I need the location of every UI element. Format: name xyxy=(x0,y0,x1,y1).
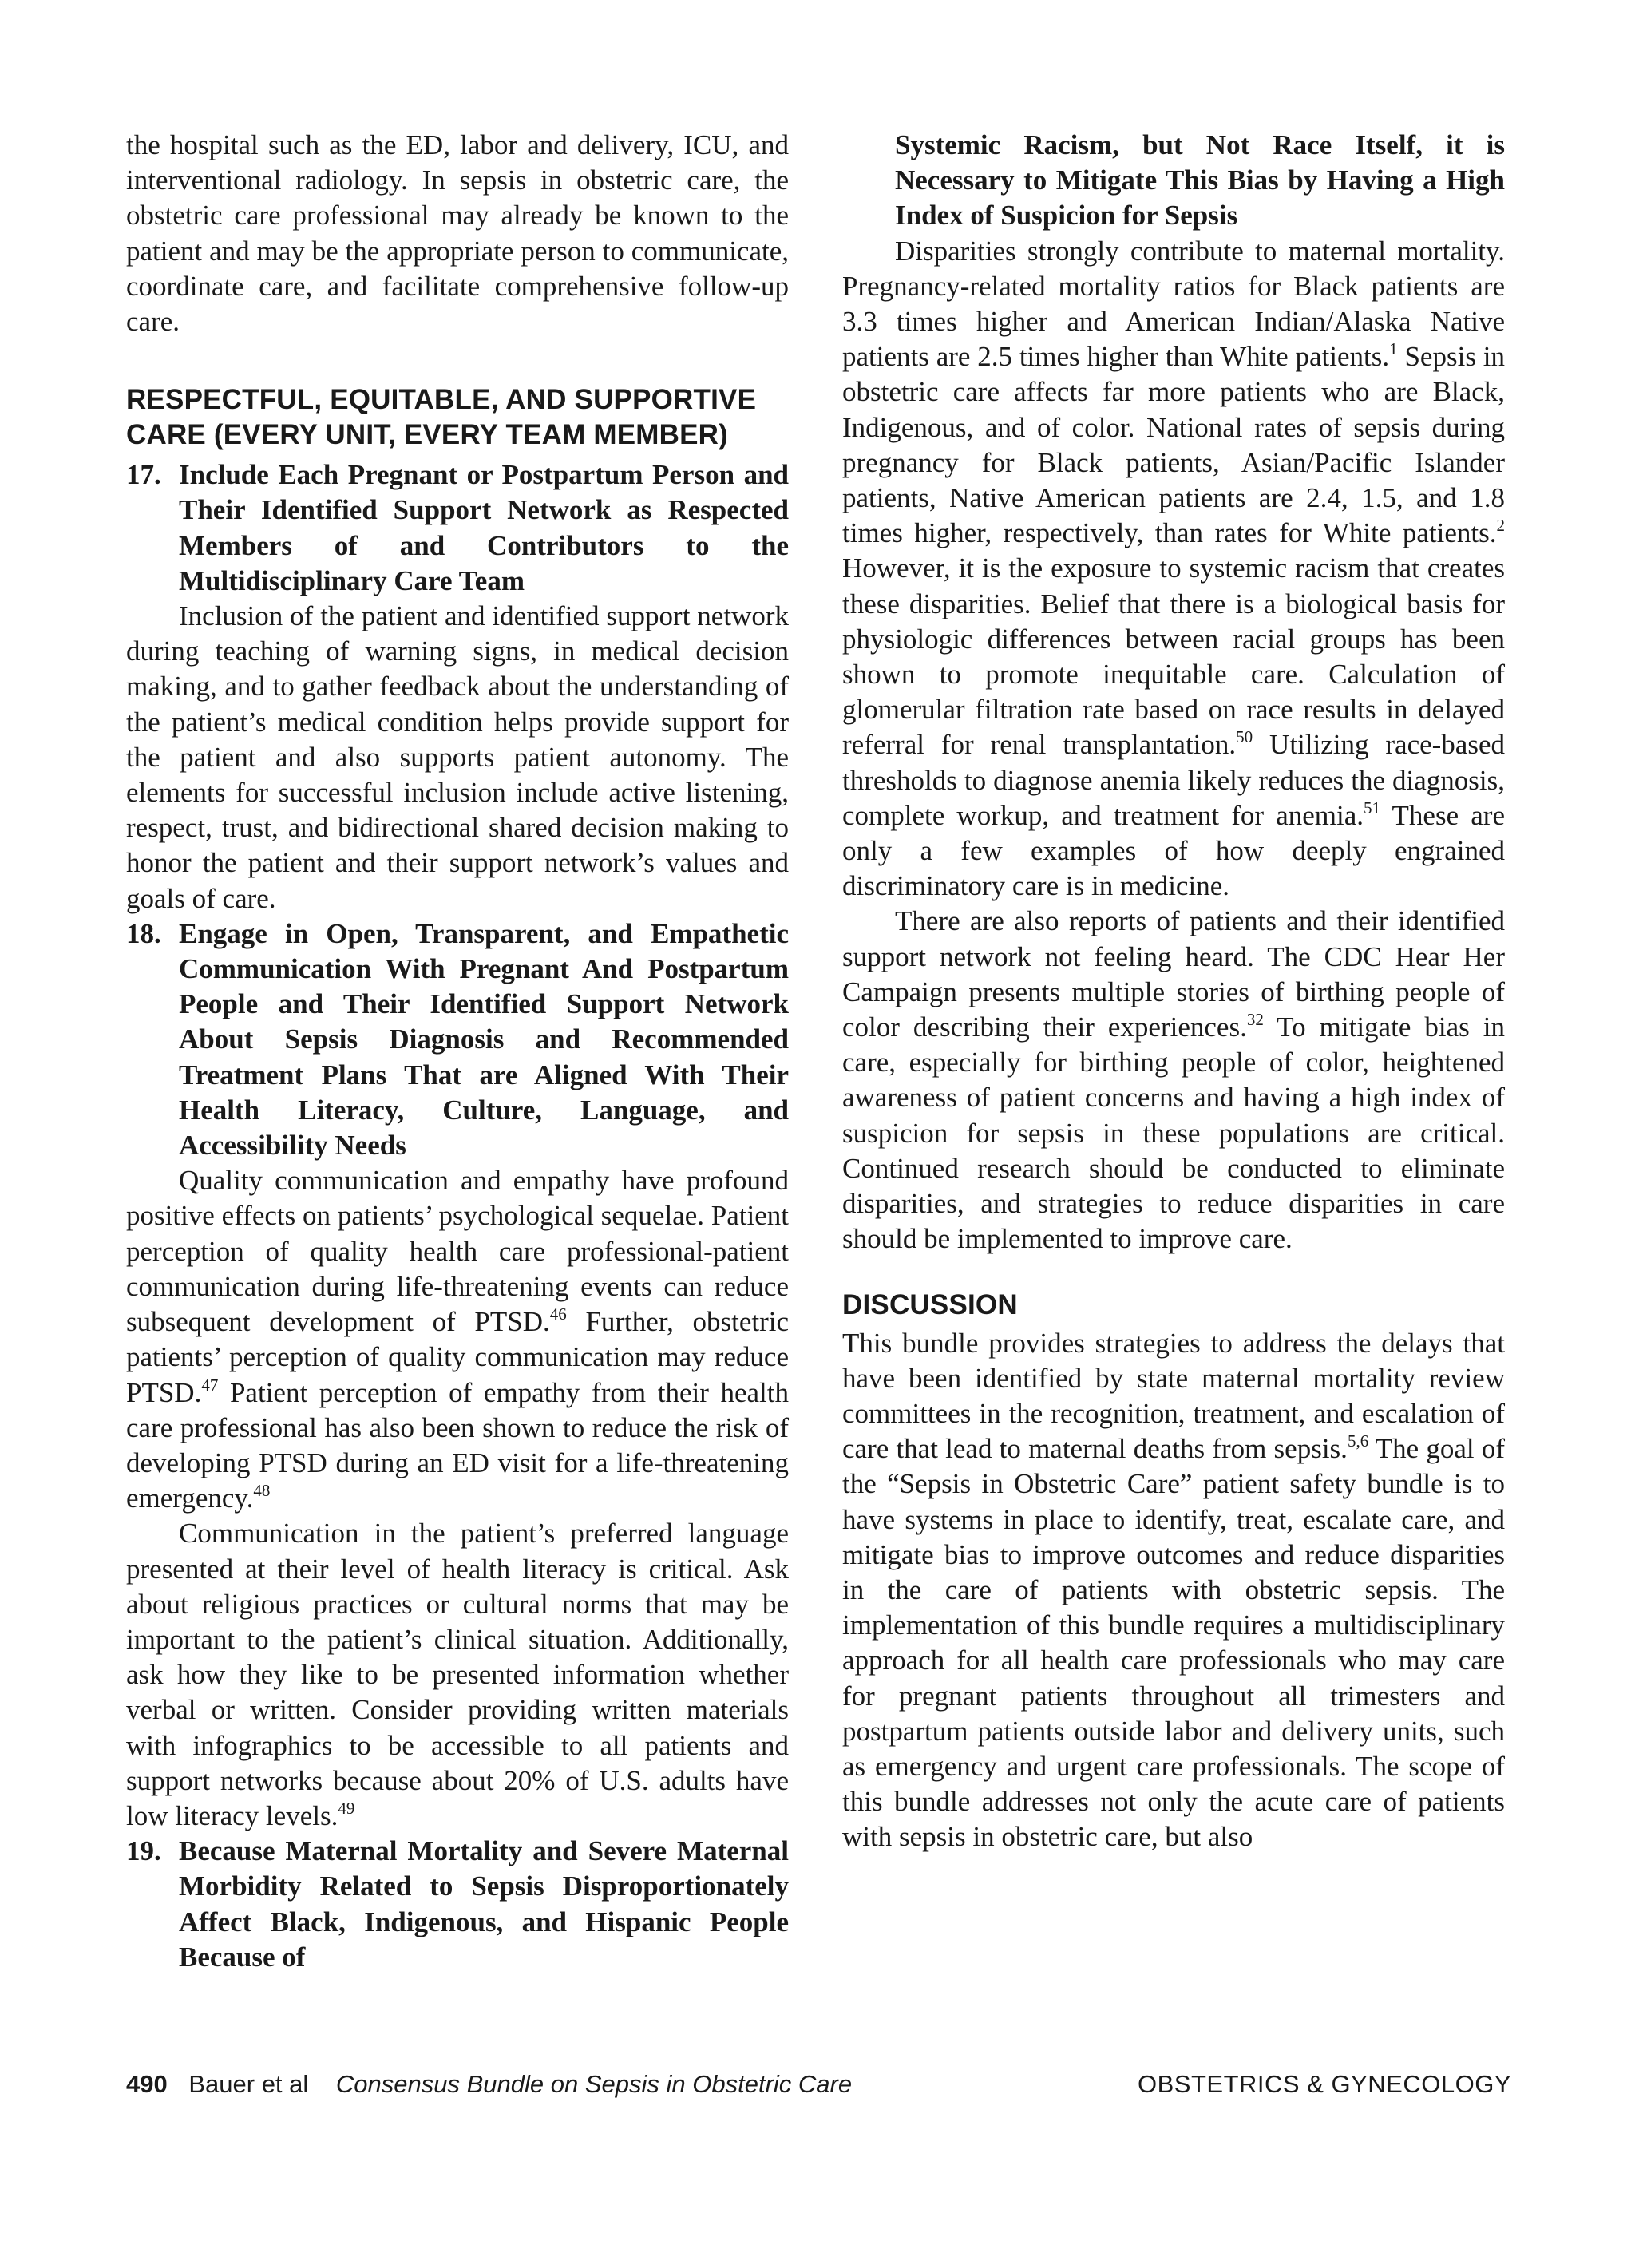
citation-32: 32 xyxy=(1246,1010,1264,1030)
left-column xyxy=(126,128,789,1975)
item-18-paragraph-1 xyxy=(126,1163,789,1516)
item-18-number: 18. xyxy=(126,917,161,949)
discussion-text-a: This bundle provides strategies to address the delays that have been identified by state maternal mortality review committees in the recognition, treatment, and escalation of care that lead to maternal deaths from sepsis. xyxy=(842,1327,1505,1465)
citation-1: 1 xyxy=(1389,339,1398,359)
citation-51: 51 xyxy=(1364,798,1381,817)
hear-her-text-b: To mitigate bias in care, especially for birthing people of color, heightened awareness of patient concerns and having a high index of suspicion for sepsis in these populations are critical. Continued research should be conducted to eliminate disparities, and strategies to reduce disparities in care should be implemented to improve care. xyxy=(842,1011,1505,1255)
disparities-paragraph xyxy=(842,234,1505,904)
citation-2: 2 xyxy=(1496,516,1505,536)
item-17-heading-text: Include Each Pregnant or Postpartum Person and Their Identified Support Network as Respected Members of and Contributors to the Multidisciplinary Care Team xyxy=(179,459,789,596)
disparities-text-d: Utilizing race-based thresholds to diagnose anemia likely reduces the diagnosis, complete workup, and treatment for anemia. xyxy=(842,729,1505,831)
footer-journal-name: OBSTETRICS & GYNECOLOGY xyxy=(1138,2070,1511,2098)
item-17-paragraph: Inclusion of the patient and identified support network during teaching of warning signs, in medical decision making, and to gather feedback about the understanding of the patient’s medical condition helps provide support for the patient and also supports patient autonomy. The elements for successful inclusion include active listening, respect, trust, and bidirectional shared decision making to honor the patient and their support network’s values and goals of care. xyxy=(126,600,789,914)
hear-her-paragraph xyxy=(842,904,1505,1257)
item-19-heading-text-start: Because Maternal Mortality and Severe Maternal Morbidity Related to Sepsis Disproportionately Affect Black, Indigenous, and Hispanic People Because of xyxy=(179,1835,789,1973)
item-17-heading xyxy=(126,457,789,599)
item-19-heading-continued: Systemic Racism, but Not Race Itself, it is Necessary to Mitigate This Bias by Having a High Index of Suspicion for Sepsis xyxy=(895,129,1505,232)
item-18-p2-text: Communication in the patient’s preferred language presented at their level of health literacy is critical. Ask about religious practices or cultural norms that may be important to the patient’s clinical situation. Additionally, ask how they like to be presented information whether verbal or written. Consider providing written materials with infographics to be accessible to all patients and support networks because about 20% of U.S. adults have low literacy levels. xyxy=(126,1518,789,1831)
disparities-text-e: These are only a few examples of how deeply engrained discriminatory care is in medicine. xyxy=(842,799,1505,902)
citation-49: 49 xyxy=(338,1798,355,1818)
item-18-paragraph-2 xyxy=(126,1516,789,1834)
intro-paragraph: the hospital such as the ED, labor and delivery, ICU, and interventional radiology. In sepsis in obstetric care, the obstetric care professional may already be known to the patient and may be the appropriate person to communicate, coordinate care, and facilitate comprehensive follow-up care. xyxy=(126,129,789,338)
footer-authors: Bauer et al xyxy=(188,2070,309,2098)
citation-47: 47 xyxy=(201,1375,219,1395)
citation-46: 46 xyxy=(549,1304,567,1324)
disparities-text-c: However, it is the exposure to systemic racism that creates these disparities. Belief that there is a biological basis for physiologic differences between racial groups has been shown to promote inequitable care. Calculation of glomerular filtration rate based on race results in delayed referral for renal transplantation. xyxy=(842,552,1505,761)
item-18-p1-text-c: Patient perception of empathy from their health care professional has also been shown to reduce the risk of developing PTSD during an ED visit for a life-threatening emergency. xyxy=(126,1376,789,1514)
item-18-heading-text: Engage in Open, Transparent, and Empathetic Communication With Pregnant And Postpartum People and Their Identified Support Network About Sepsis Diagnosis and Recommended Treatment Plans That are Aligned With Their Health Literacy, Culture, Language, and Accessibility Needs xyxy=(179,917,789,1162)
citation-48: 48 xyxy=(253,1481,271,1501)
section-heading-discussion: DISCUSSION xyxy=(842,1288,1018,1320)
page-number: 490 xyxy=(126,2070,168,2098)
disparities-text-a: Disparities strongly contribute to maternal mortality. Pregnancy-related mortality ratios for Black patients are 3.3 times higher and American Indian/Alaska Native patients are 2.5 times higher than White patients. xyxy=(842,235,1505,373)
item-19-heading xyxy=(126,1834,789,1975)
item-18-heading xyxy=(126,916,789,1163)
right-column xyxy=(842,128,1505,1855)
item-17-number: 17. xyxy=(126,459,161,491)
citation-50: 50 xyxy=(1236,727,1253,747)
disparities-text-b: Sepsis in obstetric care affects far more patients who are Black, Indigenous, and of color. National rates of sepsis during pregnancy for Black patients, Asian/Pacific Islander patients, Native American patients are 2.4, 1.5, and 1.8 times higher, respectively, than rates for White patients. xyxy=(842,341,1505,549)
discussion-text-b: The goal of the “Sepsis in Obstetric Care” patient safety bundle is to have systems in place to identify, treat, escalate care, and mitigate bias to improve outcomes and reduce disparities in the care of patients with obstetric sepsis. The implementation of this bundle requires a multidisciplinary approach for all health care professionals who may care for pregnant patients throughout all trimesters and postpartum patients outside labor and delivery units, such as emergency and urgent care professionals. The scope of this bundle addresses not only the acute care of patients with sepsis in obstetric care, but also xyxy=(842,1433,1505,1853)
page-footer xyxy=(126,2067,1511,2102)
discussion-paragraph xyxy=(842,1326,1505,1855)
item-19-number: 19. xyxy=(126,1835,161,1867)
item-18-p1-text-a: Quality communication and empathy have profound positive effects on patients’ psychological sequelae. Patient perception of quality health care professional-patient communication during life-threatening events can reduce subsequent development of PTSD. xyxy=(126,1165,789,1338)
section-heading-respectful-care: RESPECTFUL, EQUITABLE, AND SUPPORTIVE CARE (EVERY UNIT, EVERY TEAM MEMBER) xyxy=(126,384,757,451)
citation-5-6: 5,6 xyxy=(1347,1431,1369,1451)
footer-article-title: Consensus Bundle on Sepsis in Obstetric Care xyxy=(335,2070,853,2098)
item-18-p1-text-b: Further, obstetric patients’ perception of quality communication may reduce PTSD. xyxy=(126,1306,789,1408)
hear-her-text-a: There are also reports of patients and their identified support network not feeling heard. The CDC Hear Her Campaign presents multiple stories of birthing people of color describing their experiences. xyxy=(842,905,1505,1043)
